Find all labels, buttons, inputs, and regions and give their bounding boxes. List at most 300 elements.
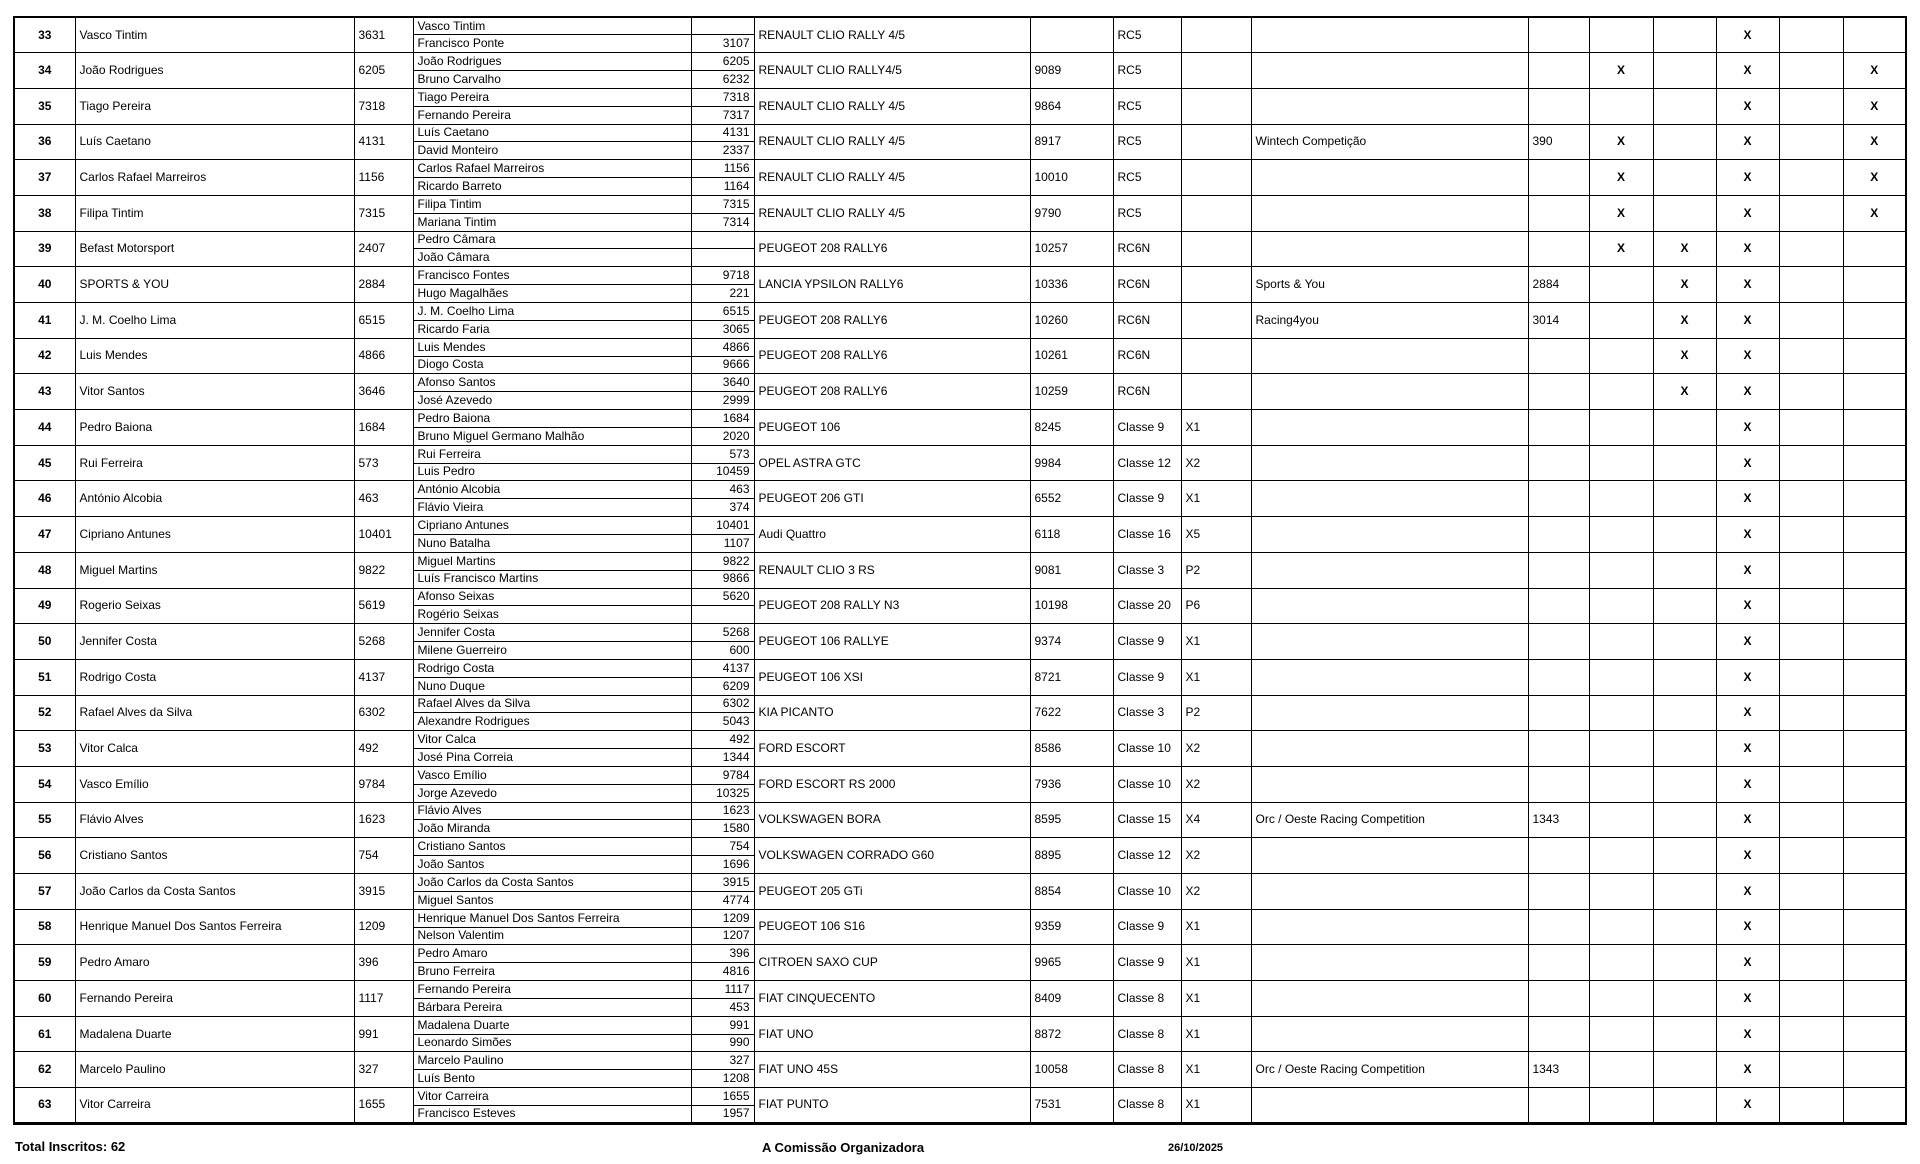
entry-row bbox=[14, 374, 1906, 392]
mark-cell-4 bbox=[1779, 659, 1843, 695]
mark-cell-2 bbox=[1653, 552, 1716, 588]
team-number-cell bbox=[1528, 160, 1589, 196]
entrant-name-cell: Pedro Baiona bbox=[75, 410, 354, 446]
car-number-cell: 10010 bbox=[1030, 160, 1113, 196]
entry-number-cell: 55 bbox=[14, 802, 75, 838]
document-date: 26/10/2025 bbox=[1168, 1142, 1224, 1154]
entry-row bbox=[14, 410, 1906, 428]
car-number-cell: 10336 bbox=[1030, 267, 1113, 303]
team-number-cell: 390 bbox=[1528, 124, 1589, 160]
mark-cell-3: X bbox=[1716, 374, 1779, 410]
codriver-license-cell: 9866 bbox=[691, 570, 754, 588]
entry-number-cell: 51 bbox=[14, 659, 75, 695]
mark-cell-2 bbox=[1653, 160, 1716, 196]
driver-name-cell: Vitor Calca bbox=[413, 731, 691, 749]
mark-cell-4 bbox=[1779, 231, 1843, 267]
class-cell: Classe 12 bbox=[1113, 445, 1181, 481]
mark-cell-1 bbox=[1589, 945, 1653, 981]
entry-number-cell: 35 bbox=[14, 88, 75, 124]
mark-cell-1: X bbox=[1589, 231, 1653, 267]
class-cell: RC5 bbox=[1113, 160, 1181, 196]
mark-cell-5 bbox=[1843, 1088, 1906, 1124]
driver-license-cell: 4137 bbox=[691, 659, 754, 677]
mark-cell-3: X bbox=[1716, 1088, 1779, 1124]
team-name-cell bbox=[1251, 1088, 1528, 1124]
mark-cell-5 bbox=[1843, 1016, 1906, 1052]
mark-cell-4 bbox=[1779, 160, 1843, 196]
driver-name-cell: Luís Caetano bbox=[413, 124, 691, 142]
entrant-name-cell: Miguel Martins bbox=[75, 552, 354, 588]
class-cell: Classe 15 bbox=[1113, 802, 1181, 838]
team-number-cell bbox=[1528, 445, 1589, 481]
car-number-cell: 8721 bbox=[1030, 659, 1113, 695]
driver-name-cell: Luis Mendes bbox=[413, 338, 691, 356]
car-cell: FORD ESCORT bbox=[754, 731, 1030, 767]
entrant-license-cell: 396 bbox=[354, 945, 413, 981]
mark-cell-3: X bbox=[1716, 124, 1779, 160]
driver-license-cell bbox=[691, 231, 754, 249]
team-number-cell bbox=[1528, 945, 1589, 981]
mark-cell-1 bbox=[1589, 981, 1653, 1017]
car-cell: PEUGEOT 208 RALLY6 bbox=[754, 303, 1030, 339]
mark-cell-2 bbox=[1653, 624, 1716, 660]
team-number-cell bbox=[1528, 17, 1589, 53]
mark-cell-4 bbox=[1779, 374, 1843, 410]
entrant-name-cell: Cipriano Antunes bbox=[75, 517, 354, 553]
entrant-license-cell: 3631 bbox=[354, 17, 413, 53]
mark-cell-3: X bbox=[1716, 659, 1779, 695]
team-name-cell bbox=[1251, 17, 1528, 53]
codriver-license-cell: 1207 bbox=[691, 927, 754, 945]
codriver-name-cell: Milene Guerreiro bbox=[413, 642, 691, 660]
team-name-cell bbox=[1251, 659, 1528, 695]
driver-name-cell: Rui Ferreira bbox=[413, 445, 691, 463]
mark-cell-4 bbox=[1779, 552, 1843, 588]
car-number-cell: 7531 bbox=[1030, 1088, 1113, 1124]
entrant-name-cell: Rui Ferreira bbox=[75, 445, 354, 481]
mark-cell-4 bbox=[1779, 53, 1843, 89]
class-cell: Classe 8 bbox=[1113, 1052, 1181, 1088]
team-number-cell: 2884 bbox=[1528, 267, 1589, 303]
codriver-name-cell: José Pina Correia bbox=[413, 749, 691, 767]
mark-cell-4 bbox=[1779, 303, 1843, 339]
team-number-cell bbox=[1528, 624, 1589, 660]
team-name-cell bbox=[1251, 552, 1528, 588]
codriver-name-cell: João Miranda bbox=[413, 820, 691, 838]
class-code-cell bbox=[1181, 88, 1251, 124]
mark-cell-1: X bbox=[1589, 53, 1653, 89]
car-cell: RENAULT CLIO RALLY 4/5 bbox=[754, 195, 1030, 231]
mark-cell-4 bbox=[1779, 981, 1843, 1017]
car-number-cell: 9965 bbox=[1030, 945, 1113, 981]
codriver-license-cell: 1580 bbox=[691, 820, 754, 838]
mark-cell-1 bbox=[1589, 88, 1653, 124]
class-cell: RC5 bbox=[1113, 17, 1181, 53]
entry-number-cell: 63 bbox=[14, 1088, 75, 1124]
class-cell: Classe 8 bbox=[1113, 1088, 1181, 1124]
mark-cell-2 bbox=[1653, 1052, 1716, 1088]
driver-name-cell: Fernando Pereira bbox=[413, 981, 691, 999]
driver-license-cell: 9822 bbox=[691, 552, 754, 570]
mark-cell-4 bbox=[1779, 802, 1843, 838]
entry-row bbox=[14, 588, 1906, 606]
mark-cell-1 bbox=[1589, 17, 1653, 53]
class-cell: Classe 20 bbox=[1113, 588, 1181, 624]
car-cell: PEUGEOT 208 RALLY6 bbox=[754, 231, 1030, 267]
team-name-cell bbox=[1251, 766, 1528, 802]
driver-name-cell: Marcelo Paulino bbox=[413, 1052, 691, 1070]
mark-cell-3: X bbox=[1716, 588, 1779, 624]
team-number-cell bbox=[1528, 410, 1589, 446]
codriver-license-cell: 1208 bbox=[691, 1070, 754, 1088]
entrant-name-cell: Madalena Duarte bbox=[75, 1016, 354, 1052]
car-cell: PEUGEOT 206 GTI bbox=[754, 481, 1030, 517]
entry-row bbox=[14, 1052, 1906, 1070]
codriver-name-cell: Miguel Santos bbox=[413, 891, 691, 909]
driver-name-cell: Cipriano Antunes bbox=[413, 517, 691, 535]
mark-cell-3: X bbox=[1716, 838, 1779, 874]
codriver-license-cell: 990 bbox=[691, 1034, 754, 1052]
class-code-cell: X2 bbox=[1181, 874, 1251, 910]
mark-cell-2 bbox=[1653, 874, 1716, 910]
class-cell: Classe 9 bbox=[1113, 481, 1181, 517]
codriver-license-cell: 1696 bbox=[691, 856, 754, 874]
entry-row bbox=[14, 1088, 1906, 1106]
class-cell: Classe 9 bbox=[1113, 410, 1181, 446]
mark-cell-2: X bbox=[1653, 338, 1716, 374]
entry-number-cell: 34 bbox=[14, 53, 75, 89]
driver-license-cell: 1117 bbox=[691, 981, 754, 999]
mark-cell-4 bbox=[1779, 195, 1843, 231]
mark-cell-2 bbox=[1653, 766, 1716, 802]
entry-row bbox=[14, 303, 1906, 321]
car-number-cell: 9790 bbox=[1030, 195, 1113, 231]
mark-cell-1 bbox=[1589, 338, 1653, 374]
mark-cell-2 bbox=[1653, 945, 1716, 981]
team-name-cell bbox=[1251, 53, 1528, 89]
car-number-cell bbox=[1030, 17, 1113, 53]
codriver-name-cell: Hugo Magalhães bbox=[413, 285, 691, 303]
driver-name-cell: João Carlos da Costa Santos bbox=[413, 874, 691, 892]
class-code-cell bbox=[1181, 338, 1251, 374]
car-cell: VOLKSWAGEN BORA bbox=[754, 802, 1030, 838]
codriver-license-cell: 600 bbox=[691, 642, 754, 660]
mark-cell-1 bbox=[1589, 695, 1653, 731]
mark-cell-5 bbox=[1843, 552, 1906, 588]
mark-cell-5 bbox=[1843, 695, 1906, 731]
mark-cell-2 bbox=[1653, 410, 1716, 446]
mark-cell-2 bbox=[1653, 838, 1716, 874]
mark-cell-5: X bbox=[1843, 88, 1906, 124]
mark-cell-4 bbox=[1779, 1088, 1843, 1124]
mark-cell-2 bbox=[1653, 802, 1716, 838]
entrant-name-cell: Luis Mendes bbox=[75, 338, 354, 374]
codriver-name-cell: Ricardo Barreto bbox=[413, 178, 691, 196]
car-cell: PEUGEOT 205 GTi bbox=[754, 874, 1030, 910]
car-number-cell: 8245 bbox=[1030, 410, 1113, 446]
class-code-cell: X1 bbox=[1181, 945, 1251, 981]
mark-cell-4 bbox=[1779, 124, 1843, 160]
car-number-cell: 10260 bbox=[1030, 303, 1113, 339]
entry-row bbox=[14, 160, 1906, 178]
team-name-cell bbox=[1251, 945, 1528, 981]
class-cell: Classe 12 bbox=[1113, 838, 1181, 874]
car-cell: PEUGEOT 106 bbox=[754, 410, 1030, 446]
entrant-license-cell: 5268 bbox=[354, 624, 413, 660]
team-number-cell bbox=[1528, 731, 1589, 767]
class-cell: Classe 10 bbox=[1113, 731, 1181, 767]
mark-cell-5 bbox=[1843, 588, 1906, 624]
class-code-cell: X1 bbox=[1181, 659, 1251, 695]
driver-license-cell: 754 bbox=[691, 838, 754, 856]
mark-cell-5: X bbox=[1843, 53, 1906, 89]
mark-cell-1 bbox=[1589, 481, 1653, 517]
mark-cell-3: X bbox=[1716, 695, 1779, 731]
mark-cell-4 bbox=[1779, 838, 1843, 874]
mark-cell-5 bbox=[1843, 731, 1906, 767]
entry-row bbox=[14, 267, 1906, 285]
team-name-cell bbox=[1251, 838, 1528, 874]
mark-cell-2: X bbox=[1653, 374, 1716, 410]
mark-cell-1 bbox=[1589, 624, 1653, 660]
entrant-name-cell: Carlos Rafael Marreiros bbox=[75, 160, 354, 196]
entry-row bbox=[14, 766, 1906, 784]
driver-name-cell: Vasco Tintim bbox=[413, 17, 691, 35]
class-code-cell bbox=[1181, 53, 1251, 89]
driver-license-cell: 6515 bbox=[691, 303, 754, 321]
entrant-name-cell: António Alcobia bbox=[75, 481, 354, 517]
entry-number-cell: 50 bbox=[14, 624, 75, 660]
car-cell: PEUGEOT 106 XSI bbox=[754, 659, 1030, 695]
entrant-license-cell: 1117 bbox=[354, 981, 413, 1017]
team-name-cell bbox=[1251, 624, 1528, 660]
mark-cell-1 bbox=[1589, 659, 1653, 695]
car-cell: PEUGEOT 208 RALLY6 bbox=[754, 374, 1030, 410]
mark-cell-1 bbox=[1589, 374, 1653, 410]
mark-cell-1 bbox=[1589, 445, 1653, 481]
entrant-license-cell: 2884 bbox=[354, 267, 413, 303]
car-cell: FIAT UNO 45S bbox=[754, 1052, 1030, 1088]
driver-name-cell: Vitor Carreira bbox=[413, 1088, 691, 1106]
mark-cell-3: X bbox=[1716, 17, 1779, 53]
entrant-license-cell: 327 bbox=[354, 1052, 413, 1088]
car-cell: RENAULT CLIO RALLY 4/5 bbox=[754, 17, 1030, 53]
codriver-name-cell: Ricardo Faria bbox=[413, 320, 691, 338]
entrant-license-cell: 10401 bbox=[354, 517, 413, 553]
team-name-cell bbox=[1251, 195, 1528, 231]
driver-license-cell: 492 bbox=[691, 731, 754, 749]
class-code-cell bbox=[1181, 303, 1251, 339]
codriver-name-cell: Bruno Miguel Germano Malhão bbox=[413, 427, 691, 445]
mark-cell-4 bbox=[1779, 945, 1843, 981]
codriver-license-cell: 2337 bbox=[691, 142, 754, 160]
car-number-cell: 8595 bbox=[1030, 802, 1113, 838]
class-cell: Classe 10 bbox=[1113, 766, 1181, 802]
entry-row bbox=[14, 945, 1906, 963]
mark-cell-5: X bbox=[1843, 195, 1906, 231]
entrant-license-cell: 573 bbox=[354, 445, 413, 481]
entrant-license-cell: 991 bbox=[354, 1016, 413, 1052]
car-number-cell: 9081 bbox=[1030, 552, 1113, 588]
mark-cell-5: X bbox=[1843, 160, 1906, 196]
mark-cell-1 bbox=[1589, 802, 1653, 838]
team-name-cell bbox=[1251, 909, 1528, 945]
team-number-cell bbox=[1528, 552, 1589, 588]
driver-name-cell: Miguel Martins bbox=[413, 552, 691, 570]
entry-row bbox=[14, 695, 1906, 713]
team-number-cell bbox=[1528, 695, 1589, 731]
team-number-cell bbox=[1528, 659, 1589, 695]
mark-cell-3: X bbox=[1716, 909, 1779, 945]
mark-cell-2 bbox=[1653, 481, 1716, 517]
car-number-cell: 10198 bbox=[1030, 588, 1113, 624]
entry-number-cell: 42 bbox=[14, 338, 75, 374]
driver-name-cell: João Rodrigues bbox=[413, 53, 691, 71]
mark-cell-4 bbox=[1779, 17, 1843, 53]
entry-row bbox=[14, 481, 1906, 499]
driver-license-cell: 573 bbox=[691, 445, 754, 463]
entrant-name-cell: J. M. Coelho Lima bbox=[75, 303, 354, 339]
team-name-cell: Orc / Oeste Racing Competition bbox=[1251, 1052, 1528, 1088]
codriver-name-cell: Rogério Seixas bbox=[413, 606, 691, 624]
mark-cell-1 bbox=[1589, 874, 1653, 910]
class-code-cell bbox=[1181, 124, 1251, 160]
mark-cell-3: X bbox=[1716, 410, 1779, 446]
entrant-license-cell: 3915 bbox=[354, 874, 413, 910]
team-name-cell bbox=[1251, 517, 1528, 553]
mark-cell-2 bbox=[1653, 53, 1716, 89]
entry-number-cell: 46 bbox=[14, 481, 75, 517]
mark-cell-5 bbox=[1843, 624, 1906, 660]
driver-name-cell: Jennifer Costa bbox=[413, 624, 691, 642]
codriver-license-cell bbox=[691, 249, 754, 267]
driver-license-cell: 991 bbox=[691, 1016, 754, 1034]
class-code-cell: X2 bbox=[1181, 838, 1251, 874]
car-number-cell: 8872 bbox=[1030, 1016, 1113, 1052]
entry-number-cell: 59 bbox=[14, 945, 75, 981]
driver-name-cell: Madalena Duarte bbox=[413, 1016, 691, 1034]
mark-cell-2 bbox=[1653, 981, 1716, 1017]
entrant-name-cell: Rogerio Seixas bbox=[75, 588, 354, 624]
entrant-name-cell: Tiago Pereira bbox=[75, 88, 354, 124]
codriver-license-cell: 2999 bbox=[691, 392, 754, 410]
team-number-cell bbox=[1528, 1016, 1589, 1052]
driver-license-cell: 1623 bbox=[691, 802, 754, 820]
codriver-name-cell: Fernando Pereira bbox=[413, 106, 691, 124]
mark-cell-3: X bbox=[1716, 552, 1779, 588]
mark-cell-2 bbox=[1653, 588, 1716, 624]
class-code-cell bbox=[1181, 374, 1251, 410]
driver-license-cell: 396 bbox=[691, 945, 754, 963]
entry-number-cell: 47 bbox=[14, 517, 75, 553]
mark-cell-5 bbox=[1843, 766, 1906, 802]
mark-cell-1 bbox=[1589, 838, 1653, 874]
entry-number-cell: 40 bbox=[14, 267, 75, 303]
mark-cell-3: X bbox=[1716, 445, 1779, 481]
mark-cell-3: X bbox=[1716, 766, 1779, 802]
team-number-cell bbox=[1528, 874, 1589, 910]
team-number-cell bbox=[1528, 88, 1589, 124]
entry-number-cell: 38 bbox=[14, 195, 75, 231]
driver-name-cell: Rafael Alves da Silva bbox=[413, 695, 691, 713]
entry-row bbox=[14, 231, 1906, 249]
mark-cell-1: X bbox=[1589, 160, 1653, 196]
car-cell: RENAULT CLIO RALLY 4/5 bbox=[754, 160, 1030, 196]
mark-cell-3: X bbox=[1716, 267, 1779, 303]
team-name-cell bbox=[1251, 588, 1528, 624]
driver-license-cell: 4866 bbox=[691, 338, 754, 356]
entry-row bbox=[14, 338, 1906, 356]
entrant-license-cell: 6515 bbox=[354, 303, 413, 339]
codriver-license-cell: 5043 bbox=[691, 713, 754, 731]
driver-license-cell: 10401 bbox=[691, 517, 754, 535]
driver-name-cell: Afonso Seixas bbox=[413, 588, 691, 606]
class-code-cell: X1 bbox=[1181, 1016, 1251, 1052]
class-code-cell: X2 bbox=[1181, 766, 1251, 802]
driver-license-cell: 6302 bbox=[691, 695, 754, 713]
mark-cell-1 bbox=[1589, 909, 1653, 945]
mark-cell-2 bbox=[1653, 1016, 1716, 1052]
class-cell: Classe 3 bbox=[1113, 552, 1181, 588]
mark-cell-2 bbox=[1653, 909, 1716, 945]
class-cell: RC6N bbox=[1113, 267, 1181, 303]
mark-cell-4 bbox=[1779, 517, 1843, 553]
class-cell: RC5 bbox=[1113, 88, 1181, 124]
car-number-cell: 6552 bbox=[1030, 481, 1113, 517]
team-name-cell bbox=[1251, 1016, 1528, 1052]
codriver-license-cell: 1107 bbox=[691, 534, 754, 552]
codriver-name-cell: Francisco Ponte bbox=[413, 35, 691, 53]
car-number-cell: 8917 bbox=[1030, 124, 1113, 160]
team-number-cell bbox=[1528, 53, 1589, 89]
car-number-cell: 6118 bbox=[1030, 517, 1113, 553]
codriver-name-cell: Bruno Carvalho bbox=[413, 71, 691, 89]
entry-row bbox=[14, 981, 1906, 999]
mark-cell-2 bbox=[1653, 88, 1716, 124]
class-cell: RC5 bbox=[1113, 124, 1181, 160]
codriver-license-cell bbox=[691, 606, 754, 624]
driver-license-cell: 327 bbox=[691, 1052, 754, 1070]
entry-number-cell: 53 bbox=[14, 731, 75, 767]
codriver-license-cell: 453 bbox=[691, 998, 754, 1016]
team-number-cell: 1343 bbox=[1528, 802, 1589, 838]
class-cell: RC6N bbox=[1113, 374, 1181, 410]
class-code-cell bbox=[1181, 195, 1251, 231]
mark-cell-3: X bbox=[1716, 231, 1779, 267]
codriver-name-cell: Diogo Costa bbox=[413, 356, 691, 374]
driver-license-cell: 1156 bbox=[691, 160, 754, 178]
entry-table-body bbox=[14, 17, 1906, 1123]
entry-number-cell: 44 bbox=[14, 410, 75, 446]
mark-cell-3: X bbox=[1716, 303, 1779, 339]
driver-license-cell: 6205 bbox=[691, 53, 754, 71]
entrant-name-cell: Vitor Santos bbox=[75, 374, 354, 410]
mark-cell-5 bbox=[1843, 945, 1906, 981]
entrant-license-cell: 754 bbox=[354, 838, 413, 874]
driver-license-cell: 9784 bbox=[691, 766, 754, 784]
car-number-cell: 9374 bbox=[1030, 624, 1113, 660]
mark-cell-5 bbox=[1843, 909, 1906, 945]
mark-cell-5 bbox=[1843, 981, 1906, 1017]
mark-cell-1 bbox=[1589, 766, 1653, 802]
car-cell: RENAULT CLIO RALLY4/5 bbox=[754, 53, 1030, 89]
entrant-name-cell: Cristiano Santos bbox=[75, 838, 354, 874]
class-cell: Classe 9 bbox=[1113, 945, 1181, 981]
mark-cell-4 bbox=[1779, 731, 1843, 767]
team-number-cell bbox=[1528, 981, 1589, 1017]
entrant-license-cell: 3646 bbox=[354, 374, 413, 410]
class-code-cell: X2 bbox=[1181, 445, 1251, 481]
